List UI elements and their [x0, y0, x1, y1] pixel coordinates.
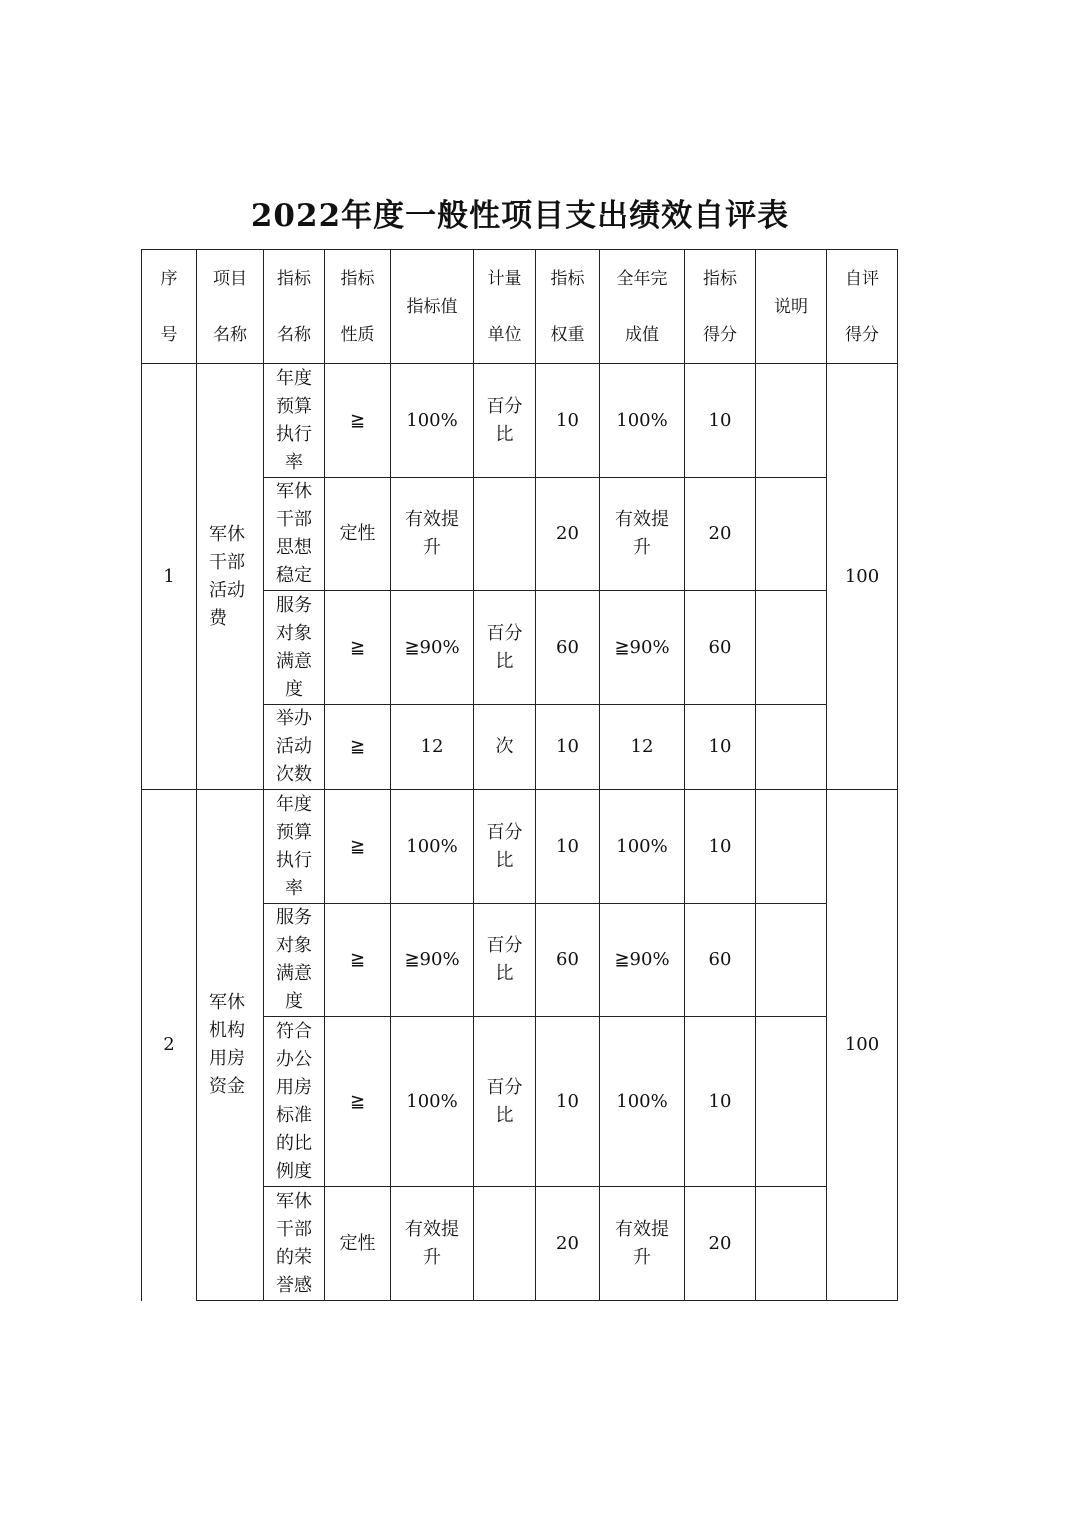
indicator-name: 军休干部的荣誉感 [264, 1187, 325, 1301]
indicator-unit: 百分比 [474, 591, 536, 705]
indicator-weight: 60 [536, 591, 600, 705]
indicator-nature: ≧ [325, 364, 391, 478]
indicator-score: 10 [685, 705, 756, 790]
indicator-nature: 定性 [325, 1187, 391, 1301]
indicator-value: ≧90% [391, 591, 474, 705]
indicator-note [756, 904, 827, 1017]
indicator-unit: 百分比 [474, 790, 536, 904]
indicator-actual: 100% [600, 1017, 685, 1187]
indicator-name: 年度预算执行率 [264, 790, 325, 904]
indicator-weight: 10 [536, 364, 600, 478]
project-name: 军休干部活动费 [197, 364, 264, 790]
header-value: 指标值 [391, 250, 474, 364]
header-seq: 序 号 [142, 250, 197, 364]
indicator-weight: 10 [536, 790, 600, 904]
project-self-score: 100 [827, 364, 898, 790]
indicator-actual: 100% [600, 790, 685, 904]
header-nature: 指标 性质 [325, 250, 391, 364]
header-actual: 全年完 成值 [600, 250, 685, 364]
indicator-value: 有效提升 [391, 1187, 474, 1301]
indicator-nature: ≧ [325, 790, 391, 904]
indicator-value: 100% [391, 790, 474, 904]
indicator-weight: 10 [536, 705, 600, 790]
indicator-note [756, 1187, 827, 1301]
indicator-nature: ≧ [325, 904, 391, 1017]
indicator-score: 10 [685, 1017, 756, 1187]
indicator-unit [474, 478, 536, 591]
performance-table [141, 249, 898, 1301]
project-seq: 1 [142, 364, 197, 790]
indicator-weight: 20 [536, 478, 600, 591]
table-row [142, 364, 898, 478]
indicator-value: 有效提升 [391, 478, 474, 591]
indicator-score: 20 [685, 1187, 756, 1301]
header-weight: 指标 权重 [536, 250, 600, 364]
indicator-score: 60 [685, 591, 756, 705]
indicator-name: 服务对象满意度 [264, 591, 325, 705]
project-self-score: 100 [827, 790, 898, 1301]
header-score: 指标 得分 [685, 250, 756, 364]
indicator-name: 军休干部思想稳定 [264, 478, 325, 591]
indicator-value: 100% [391, 364, 474, 478]
indicator-unit [474, 1187, 536, 1301]
indicator-value: ≧90% [391, 904, 474, 1017]
indicator-weight: 10 [536, 1017, 600, 1187]
header-indicator: 指标 名称 [264, 250, 325, 364]
indicator-actual: 有效提升 [600, 1187, 685, 1301]
indicator-note [756, 790, 827, 904]
indicator-score: 10 [685, 790, 756, 904]
page-title: 2022年度一般性项目支出绩效自评表 [250, 198, 790, 234]
indicator-name: 服务对象满意度 [264, 904, 325, 1017]
indicator-actual: 有效提升 [600, 478, 685, 591]
indicator-value: 100% [391, 1017, 474, 1187]
indicator-nature: ≧ [325, 705, 391, 790]
indicator-unit: 百分比 [474, 904, 536, 1017]
project-name: 军休机构用房资金 [197, 790, 264, 1301]
header-row [142, 250, 898, 364]
indicator-score: 60 [685, 904, 756, 1017]
indicator-nature: ≧ [325, 591, 391, 705]
indicator-unit: 百分比 [474, 1017, 536, 1187]
indicator-actual: 100% [600, 364, 685, 478]
header-project: 项目 名称 [197, 250, 264, 364]
indicator-unit: 百分比 [474, 364, 536, 478]
indicator-weight: 60 [536, 904, 600, 1017]
indicator-note [756, 591, 827, 705]
indicator-nature: ≧ [325, 1017, 391, 1187]
indicator-weight: 20 [536, 1187, 600, 1301]
indicator-value: 12 [391, 705, 474, 790]
indicator-name: 年度预算执行率 [264, 364, 325, 478]
header-unit: 计量 单位 [474, 250, 536, 364]
indicator-note [756, 478, 827, 591]
indicator-actual: 12 [600, 705, 685, 790]
indicator-note [756, 364, 827, 478]
table-row [142, 790, 898, 904]
project-seq: 2 [142, 790, 197, 1301]
indicator-score: 20 [685, 478, 756, 591]
header-self-score: 自评 得分 [827, 250, 898, 364]
indicator-score: 10 [685, 364, 756, 478]
indicator-actual: ≧90% [600, 904, 685, 1017]
indicator-note [756, 1017, 827, 1187]
indicator-actual: ≧90% [600, 591, 685, 705]
indicator-name: 符合办公用房标准的比例度 [264, 1017, 325, 1187]
indicator-name: 举办活动次数 [264, 705, 325, 790]
indicator-unit: 次 [474, 705, 536, 790]
header-note: 说明 [756, 250, 827, 364]
indicator-note [756, 705, 827, 790]
indicator-nature: 定性 [325, 478, 391, 591]
